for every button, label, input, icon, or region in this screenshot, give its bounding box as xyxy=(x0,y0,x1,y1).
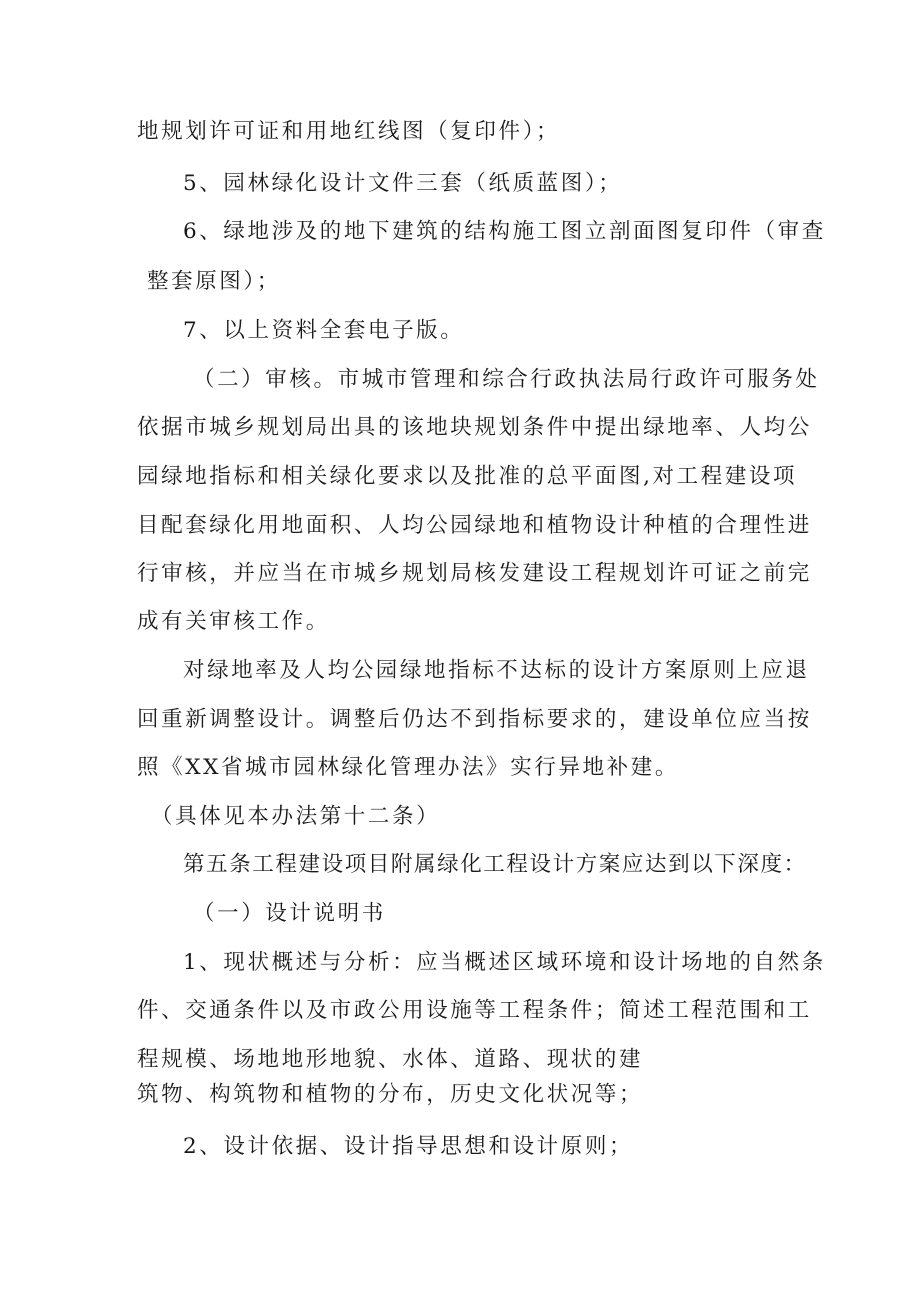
text-line: （二）审核。市城市管理和综合行政执法局行政许可服务处 xyxy=(193,367,820,392)
text-line: 成有关审核工作。 xyxy=(137,609,330,634)
text-line: 依据市城乡规划局出具的该地块规划条件中提出绿地率、人均公 xyxy=(137,415,812,440)
text-line: 整套原图）； xyxy=(147,269,281,294)
text-line: 2、设计依据、设计指导思想和设计原则； xyxy=(183,1134,634,1159)
text-line: 程规模、场地地形地貌、水体、道路、现状的建 xyxy=(137,1047,644,1072)
text-line: 第五条工程建设项目附属绿化工程设计方案应达到以下深度： xyxy=(183,852,807,877)
text-line: 5、园林绿化设计文件三套（纸质蓝图）； xyxy=(183,171,623,196)
text-line: 筑物、构筑物和植物的分布，历史文化状况等； xyxy=(137,1082,644,1107)
text-line: 对绿地率及人均公园绿地指标不达标的设计方案原则上应退 xyxy=(183,658,810,683)
text-line: （一）设计说明书 xyxy=(193,901,386,926)
text-line: 目配套绿化用地面积、人均公园绿地和植物设计种植的合理性进 xyxy=(137,513,812,538)
text-line: 行审核，并应当在市城乡规划局核发建设工程规划许可证之前完 xyxy=(137,561,812,586)
text-line: 7、以上资料全套电子版。 xyxy=(183,318,465,343)
text-line: （具体见本办法第十二条） xyxy=(151,804,441,829)
text-line: 1、现状概述与分析：应当概述区域环境和设计场地的自然条 xyxy=(183,950,826,975)
text-line: 地规划许可证和用地红线图（复印件）； xyxy=(137,119,561,144)
text-line: 件、交通条件以及市政公用设施等工程条件；简述工程范围和工 xyxy=(137,998,812,1023)
text-line: 回重新调整设计。调整后仍达不到指标要求的，建设单位应当按 xyxy=(137,707,812,732)
text-line: 照《XX省城市园林绿化管理办法》实行异地补建。 xyxy=(137,755,679,780)
text-line: 园绿地指标和相关绿化要求以及批准的总平面图,对工程建设项 xyxy=(137,464,798,489)
text-line: 6、绿地涉及的地下建筑的结构施工图立剖面图复印件（审查 xyxy=(183,219,826,244)
